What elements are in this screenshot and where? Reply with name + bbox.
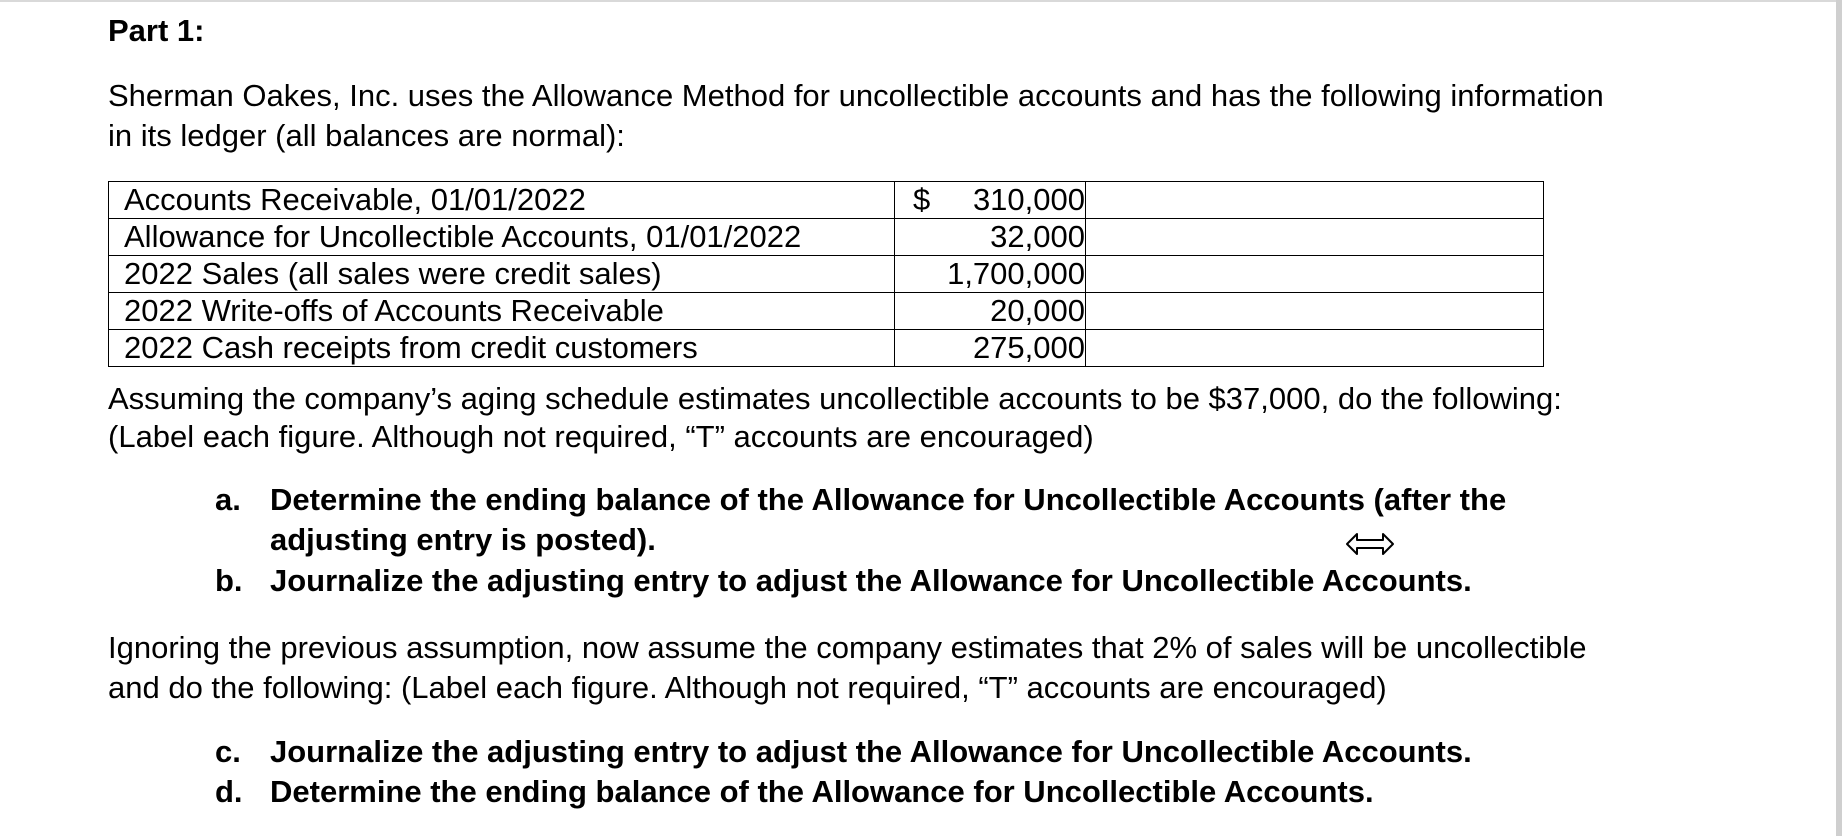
ledger-blank-cell: [1086, 293, 1544, 330]
ledger-blank-cell: [1086, 330, 1544, 367]
ledger-label: Accounts Receivable, 01/01/2022: [109, 182, 895, 219]
resize-horizontal-cursor-icon: [1345, 531, 1395, 557]
task-text-continued: adjusting entry is posted).: [270, 522, 656, 557]
task-text: Determine the ending balance of the Allowance for Uncollectible Accounts (after the: [270, 482, 1507, 517]
table-row: [109, 182, 1544, 219]
task-b: [215, 561, 1472, 601]
ledger-amount: 32,000: [895, 219, 1086, 256]
assumption1-line-2: (Label each figure. Although not required, “T” accounts are encouraged): [108, 419, 1094, 454]
assumption2-line-2: and do the following: (Label each figure. Although not required, “T” accounts are encouraged): [108, 670, 1387, 705]
task-c: [215, 732, 1472, 772]
ledger-label: Allowance for Uncollectible Accounts, 01/01/2022: [109, 219, 895, 256]
table-row: [109, 256, 1544, 293]
currency-symbol: $: [913, 182, 931, 217]
intro-line-2: in its ledger (all balances are normal):: [108, 118, 625, 153]
task-letter: d.: [215, 774, 243, 809]
assumption-paragraph-2: [108, 628, 1586, 708]
task-a: [215, 480, 1506, 560]
task-letter: c.: [215, 734, 241, 769]
ledger-blank-cell: [1086, 256, 1544, 293]
task-d: [215, 772, 1374, 812]
ledger-amount: 1,700,000: [895, 256, 1086, 293]
intro-paragraph: [108, 76, 1604, 156]
ledger-amount: 275,000: [895, 330, 1086, 367]
task-letter: b.: [215, 563, 243, 598]
table-row: [109, 293, 1544, 330]
ledger-blank-cell: [1086, 219, 1544, 256]
ledger-label: 2022 Cash receipts from credit customers: [109, 330, 895, 367]
task-text: Journalize the adjusting entry to adjust the Allowance for Uncollectible Accounts.: [270, 563, 1472, 598]
ledger-label: 2022 Sales (all sales were credit sales): [109, 256, 895, 293]
table-row: [109, 330, 1544, 367]
ledger-blank-cell: [1086, 182, 1544, 219]
task-text: Journalize the adjusting entry to adjust the Allowance for Uncollectible Accounts.: [270, 734, 1472, 769]
ledger-label: 2022 Write-offs of Accounts Receivable: [109, 293, 895, 330]
scrollbar-track[interactable]: [1836, 0, 1842, 836]
task-text: Determine the ending balance of the Allowance for Uncollectible Accounts.: [270, 774, 1374, 809]
ledger-table: [108, 181, 1544, 367]
intro-line-1: Sherman Oakes, Inc. uses the Allowance Method for uncollectible accounts and has the following information: [108, 78, 1604, 113]
top-border: [0, 0, 1842, 2]
table-row: [109, 219, 1544, 256]
ledger-amount: [895, 182, 1086, 219]
assumption-paragraph-1: [108, 380, 1562, 456]
ledger-amount: 20,000: [895, 293, 1086, 330]
part-title: Part 1:: [108, 13, 205, 48]
assumption2-line-1: Ignoring the previous assumption, now assume the company estimates that 2% of sales will be uncollectible: [108, 630, 1587, 665]
ledger-value: 310,000: [972, 182, 1085, 217]
task-letter: a.: [215, 482, 241, 517]
assumption1-line-1: Assuming the company’s aging schedule estimates uncollectible accounts to be $37,000, do the following:: [108, 381, 1562, 416]
